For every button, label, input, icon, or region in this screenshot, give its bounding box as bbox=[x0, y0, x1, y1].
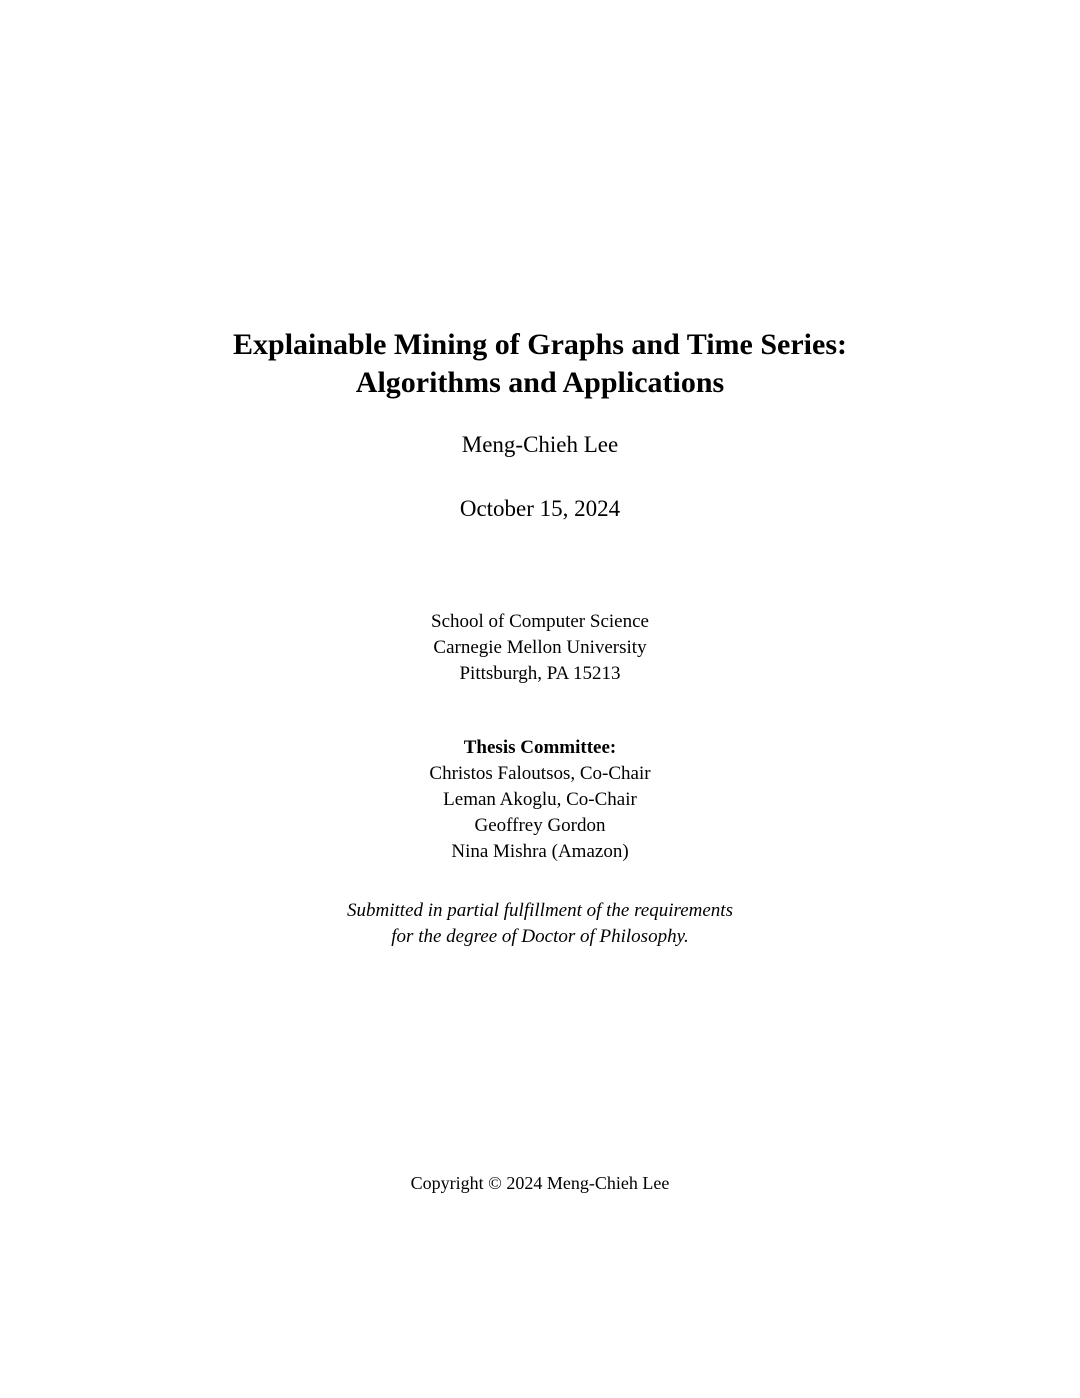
thesis-committee bbox=[0, 735, 1080, 865]
committee-member: Geoffrey Gordon bbox=[474, 815, 606, 836]
thesis-title-line-1: Explainable Mining of Graphs and Time Series: bbox=[233, 328, 847, 361]
affiliation-location: Pittsburgh, PA 15213 bbox=[459, 663, 621, 684]
degree-statement-line-2: for the degree of Doctor of Philosophy. bbox=[391, 926, 689, 947]
committee-member: Christos Faloutsos, Co-Chair bbox=[429, 763, 651, 784]
committee-member: Leman Akoglu, Co-Chair bbox=[443, 789, 637, 810]
submission-date: October 15, 2024 bbox=[459, 496, 621, 521]
thesis-title-line-2: Algorithms and Applications bbox=[355, 366, 725, 399]
affiliation-school: School of Computer Science bbox=[431, 611, 649, 632]
committee-heading: Thesis Committee: bbox=[463, 737, 617, 758]
author-name: Meng-Chieh Lee bbox=[461, 432, 619, 457]
degree-statement-line-1: Submitted in partial fulfillment of the requirements bbox=[347, 900, 733, 921]
degree-statement bbox=[0, 898, 1080, 950]
affiliation-university: Carnegie Mellon University bbox=[433, 637, 647, 658]
affiliation bbox=[0, 609, 1080, 687]
committee-member: Nina Mishra (Amazon) bbox=[451, 841, 629, 862]
thesis-title bbox=[0, 326, 1080, 402]
copyright-notice: Copyright © 2024 Meng-Chieh Lee bbox=[410, 1173, 670, 1193]
